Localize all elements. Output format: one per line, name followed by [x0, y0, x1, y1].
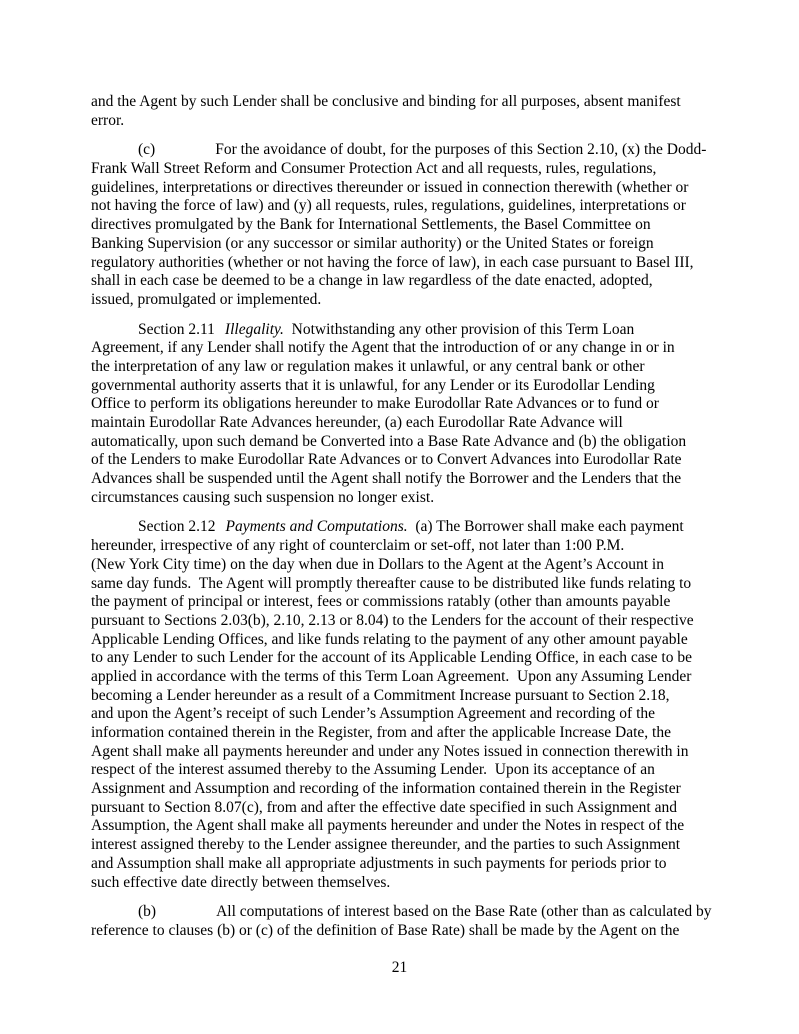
text-run: of the Lenders to make Eurodollar Rate Advances or to Convert Advances into Eurodollar Rate — [91, 451, 682, 469]
text-run: (b) — [138, 903, 157, 921]
text-line — [91, 377, 751, 396]
text-run: the payment of principal or interest, fees or commissions ratably (other than amounts payable — [91, 593, 671, 611]
text-line — [91, 216, 751, 235]
document-body — [91, 93, 751, 941]
text-line — [91, 874, 751, 893]
para-section-2-11 — [91, 321, 751, 508]
text-run: (a) The Borrower shall make each payment — [407, 518, 684, 536]
text-run: becoming a Lender hereunder as a result of a Commitment Increase pursuant to Section 2.18, — [91, 686, 670, 704]
text-run: regulatory authorities (whether or not having the force of law), in each case pursuant to Basel III, — [91, 253, 694, 271]
text-run: same day funds. The Agent will promptly thereafter cause to be distributed like funds relating to — [91, 574, 692, 592]
text-run: the interpretation of any law or regulation makes it unlawful, or any central bank or other — [91, 357, 645, 375]
text-line — [91, 903, 751, 922]
text-line — [91, 556, 751, 575]
text-run: (c) — [138, 141, 156, 159]
text-line — [91, 254, 751, 273]
italic-text-run: Illegality. — [224, 320, 284, 338]
text-line — [91, 414, 751, 433]
text-run: All computations of interest based on the Base Rate (other than as calculated by — [216, 903, 712, 921]
text-line — [91, 705, 751, 724]
text-run: Section 2.12 — [138, 518, 216, 536]
text-line — [91, 668, 751, 687]
text-run: maintain Eurodollar Rate Advances hereunder, (a) each Eurodollar Rate Advance will — [91, 414, 623, 431]
text-line — [91, 649, 751, 668]
text-line — [91, 160, 751, 179]
text-run: circumstances causing such suspension no longer exist. — [91, 488, 435, 506]
text-run: applied in accordance with the terms of this Term Loan Agreement. Upon any Assuming Lender — [91, 667, 692, 685]
text-run: interest assigned thereby to the Lender assignee thereunder, and the parties to such Assignment — [91, 836, 681, 854]
text-run: Section 2.11 — [138, 320, 215, 338]
tab-space — [215, 333, 225, 334]
text-run: directives promulgated by the Bank for International Settlements, the Basel Committee on — [91, 216, 651, 234]
text-run: governmental authority asserts that it is unlawful, for any Lender or its Eurodollar Lending — [91, 376, 655, 394]
text-line — [91, 179, 751, 198]
text-line — [91, 197, 751, 216]
text-line — [91, 537, 751, 556]
text-run: not having the force of law) and (y) all requests, rules, regulations, guidelines, interpretations or — [91, 197, 686, 215]
text-line — [91, 272, 751, 291]
text-line — [91, 451, 751, 470]
text-line — [91, 291, 751, 310]
tab-space — [216, 530, 226, 531]
text-run: Banking Supervision (or any successor or similar authority) or the United States or foreign — [91, 234, 654, 252]
text-run: and upon the Agent’s receipt of such Lender’s Assumption Agreement and recording of the — [91, 705, 656, 723]
text-run: Assignment and Assumption and recording of the information contained therein in the Register — [91, 780, 681, 798]
text-line — [91, 780, 751, 799]
text-run: reference to clauses (b) or (c) of the definition of Base Rate) shall be made by the Agent on the — [91, 921, 680, 939]
text-line — [91, 836, 751, 855]
text-line — [91, 593, 751, 612]
text-line — [91, 724, 751, 743]
text-line — [91, 817, 751, 836]
text-run: (New York City time) on the day when due in Dollars to the Agent at the Agent’s Account in — [91, 555, 664, 573]
text-run: Office to perform its obligations hereunder to make Eurodollar Rate Advances or to fund or — [91, 395, 659, 413]
text-line — [91, 761, 751, 780]
text-run: hereunder, irrespective of any right of counterclaim or set-off, not later than 1:00 P.M. — [91, 537, 625, 555]
text-line — [91, 855, 751, 874]
tab-space — [91, 530, 138, 531]
para-b — [91, 903, 751, 940]
text-run: pursuant to Section 8.07(c), from and after the effective date specified in such Assignment and — [91, 798, 677, 816]
text-line — [91, 358, 751, 377]
text-run: Agent shall make all payments hereunder and under any Notes issued in connection therewith in — [91, 742, 689, 760]
text-line — [91, 922, 751, 941]
text-line — [91, 799, 751, 818]
text-run: pursuant to Sections 2.03(b), 2.10, 2.13 or 8.04) to the Lenders for the account of their respective — [91, 611, 694, 629]
text-run: to any Lender to such Lender for the account of its Applicable Lending Office, in each case to be — [91, 649, 692, 667]
para-carryover — [91, 93, 751, 130]
text-run: issued, promulgated or implemented. — [91, 290, 322, 308]
text-line — [91, 743, 751, 762]
text-run: For the avoidance of doubt, for the purposes of this Section 2.10, (x) the Dodd- — [215, 141, 707, 159]
text-run: such effective date directly between themselves. — [91, 873, 391, 891]
text-run: error. — [91, 111, 125, 129]
text-run: Frank Wall Street Reform and Consumer Protection Act and all requests, rules, regulations, — [91, 160, 657, 178]
text-run: and Assumption shall make all appropriate adjustments in such payments for periods prior to — [91, 854, 667, 872]
para-c — [91, 141, 751, 309]
para-section-2-12 — [91, 518, 751, 892]
tab-space — [155, 153, 215, 154]
text-run: and the Agent by such Lender shall be conclusive and binding for all purposes, absent manifest — [91, 93, 681, 110]
text-line — [91, 339, 751, 358]
page-number: 21 — [391, 959, 408, 976]
tab-space — [91, 915, 138, 916]
text-line — [91, 489, 751, 508]
text-line — [91, 433, 751, 452]
tab-space — [156, 915, 216, 916]
text-run: respect of the interest assumed thereby to the Assuming Lender. Upon its acceptance of an — [91, 761, 655, 779]
tab-space — [91, 153, 138, 154]
text-run: Agreement, if any Lender shall notify the Agent that the introduction of or any change in or in — [91, 339, 675, 357]
text-line — [91, 631, 751, 650]
text-run: information contained therein in the Register, from and after the applicable Increase Date, the — [91, 724, 671, 741]
text-line — [91, 235, 751, 254]
text-run: Applicable Lending Offices, and like funds relating to the payment of any other amount payable — [91, 630, 688, 648]
text-run: automatically, upon such demand be Converted into a Base Rate Advance and (b) the obligation — [91, 432, 687, 450]
text-line — [91, 93, 751, 112]
text-line — [91, 612, 751, 631]
text-line — [91, 575, 751, 594]
text-line — [91, 395, 751, 414]
text-line — [91, 518, 751, 537]
text-line — [91, 141, 751, 160]
tab-space — [91, 333, 138, 334]
text-line — [91, 470, 751, 489]
text-run: shall in each case be deemed to be a change in law regardless of the date enacted, adopted, — [91, 272, 653, 290]
text-line — [91, 112, 751, 131]
text-run: Assumption, the Agent shall make all payments hereunder and under the Notes in respect of the — [91, 817, 685, 835]
text-line — [91, 687, 751, 706]
text-run: Advances shall be suspended until the Agent shall notify the Borrower and the Lenders that the — [91, 470, 682, 488]
italic-text-run: Payments and Computations. — [225, 518, 408, 536]
text-run: Notwithstanding any other provision of this Term Loan — [283, 320, 635, 338]
text-run: guidelines, interpretations or directives thereunder or issued in connection therewith (whether or — [91, 178, 689, 196]
text-line — [91, 321, 751, 340]
